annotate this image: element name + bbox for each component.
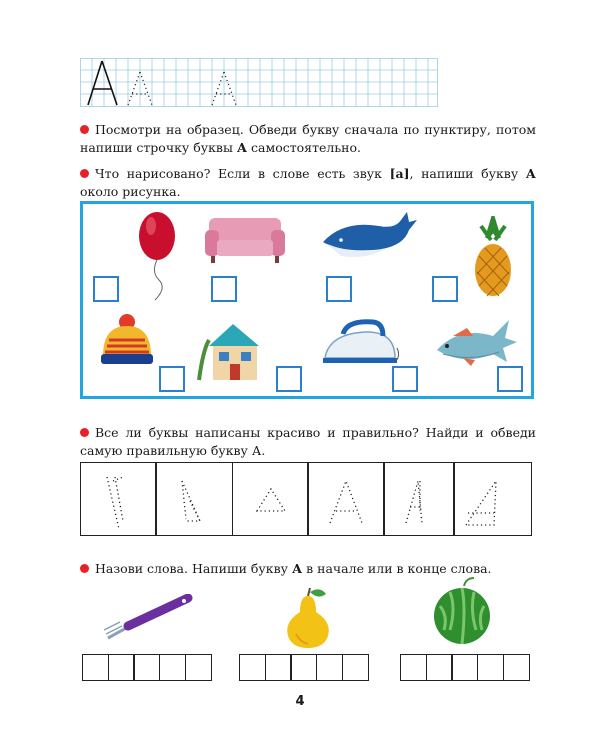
page-number: 4 <box>295 694 305 709</box>
bullet-icon <box>80 564 89 573</box>
letter-cell[interactable] <box>239 654 266 681</box>
answer-box[interactable] <box>211 276 237 302</box>
task-trace <box>80 121 536 157</box>
house-icon <box>197 318 267 384</box>
letter-option[interactable] <box>232 462 309 536</box>
dotted-letter-a <box>454 463 530 535</box>
pear-icon <box>282 586 334 650</box>
task-text: Посмотри на образец. Обведи букву сначала по пунктиру, потом напиши строчку буквы <box>80 122 536 155</box>
letter-option[interactable] <box>453 462 532 536</box>
task-text: , напиши букву <box>409 166 526 181</box>
task-letter: А <box>291 561 303 576</box>
task-beautiful <box>80 424 536 460</box>
letter-cell[interactable] <box>159 654 186 681</box>
letter-cell[interactable] <box>503 654 530 681</box>
copybook-grid <box>80 58 438 107</box>
dotted-letter-a <box>384 463 454 535</box>
iron-icon <box>319 318 399 366</box>
letter-cell[interactable] <box>108 654 135 681</box>
task-sound-symbol: [а] <box>389 166 410 181</box>
bullet-icon <box>80 169 89 178</box>
dotted-letter-a <box>81 463 155 535</box>
sofa-icon <box>203 214 287 266</box>
letter-cell[interactable] <box>426 654 453 681</box>
answer-box[interactable] <box>432 276 458 302</box>
task-text: Что нарисовано? Если в слове есть звук <box>95 166 390 181</box>
answer-box[interactable] <box>159 366 185 392</box>
fish-icon <box>433 312 521 372</box>
letter-cell[interactable] <box>82 654 109 681</box>
letter-cell[interactable] <box>316 654 343 681</box>
letter-cell[interactable] <box>451 654 478 681</box>
watermelon-icon <box>430 576 494 646</box>
copybook-line <box>80 58 438 107</box>
task-letter: А <box>236 140 248 155</box>
letter-option[interactable] <box>80 462 157 536</box>
dotted-letter-a <box>308 463 382 535</box>
letter-option[interactable] <box>155 462 233 536</box>
task-text: в начале или в конце слова. <box>302 561 492 576</box>
hat-icon <box>97 312 155 368</box>
word-row <box>83 654 212 681</box>
pineapple-icon <box>471 216 515 300</box>
answer-box[interactable] <box>93 276 119 302</box>
letter-cell[interactable] <box>133 654 160 681</box>
word-row <box>240 654 369 681</box>
task-text: Назови слова. Напиши букву <box>95 561 292 576</box>
answer-box[interactable] <box>392 366 418 392</box>
letter-option[interactable] <box>383 462 455 536</box>
answer-box[interactable] <box>276 366 302 392</box>
answer-box[interactable] <box>326 276 352 302</box>
answer-box[interactable] <box>497 366 523 392</box>
dotted-letter-a <box>156 463 230 535</box>
letter-cell[interactable] <box>290 654 317 681</box>
task-letter: А <box>525 166 536 181</box>
letter-cell[interactable] <box>265 654 292 681</box>
balloon-icon <box>131 210 181 302</box>
task-text: Все ли буквы написаны красиво и правильно? Найди и обведи самую правильную букву А. <box>80 425 536 458</box>
task-sound <box>80 165 536 201</box>
letter-cell[interactable] <box>477 654 504 681</box>
dotted-letter-a <box>233 463 307 535</box>
task-text: самостоятельно. <box>247 140 361 155</box>
fork-icon <box>100 594 200 644</box>
letter-cell[interactable] <box>400 654 427 681</box>
word-row <box>401 654 530 681</box>
picture-frame <box>80 201 534 399</box>
bullet-icon <box>80 125 89 134</box>
bullet-icon <box>80 428 89 437</box>
task-text: около рисунка. <box>80 184 181 199</box>
whale-icon <box>319 212 419 264</box>
letter-cell[interactable] <box>185 654 212 681</box>
letter-cell[interactable] <box>342 654 369 681</box>
letter-option[interactable] <box>307 462 385 536</box>
